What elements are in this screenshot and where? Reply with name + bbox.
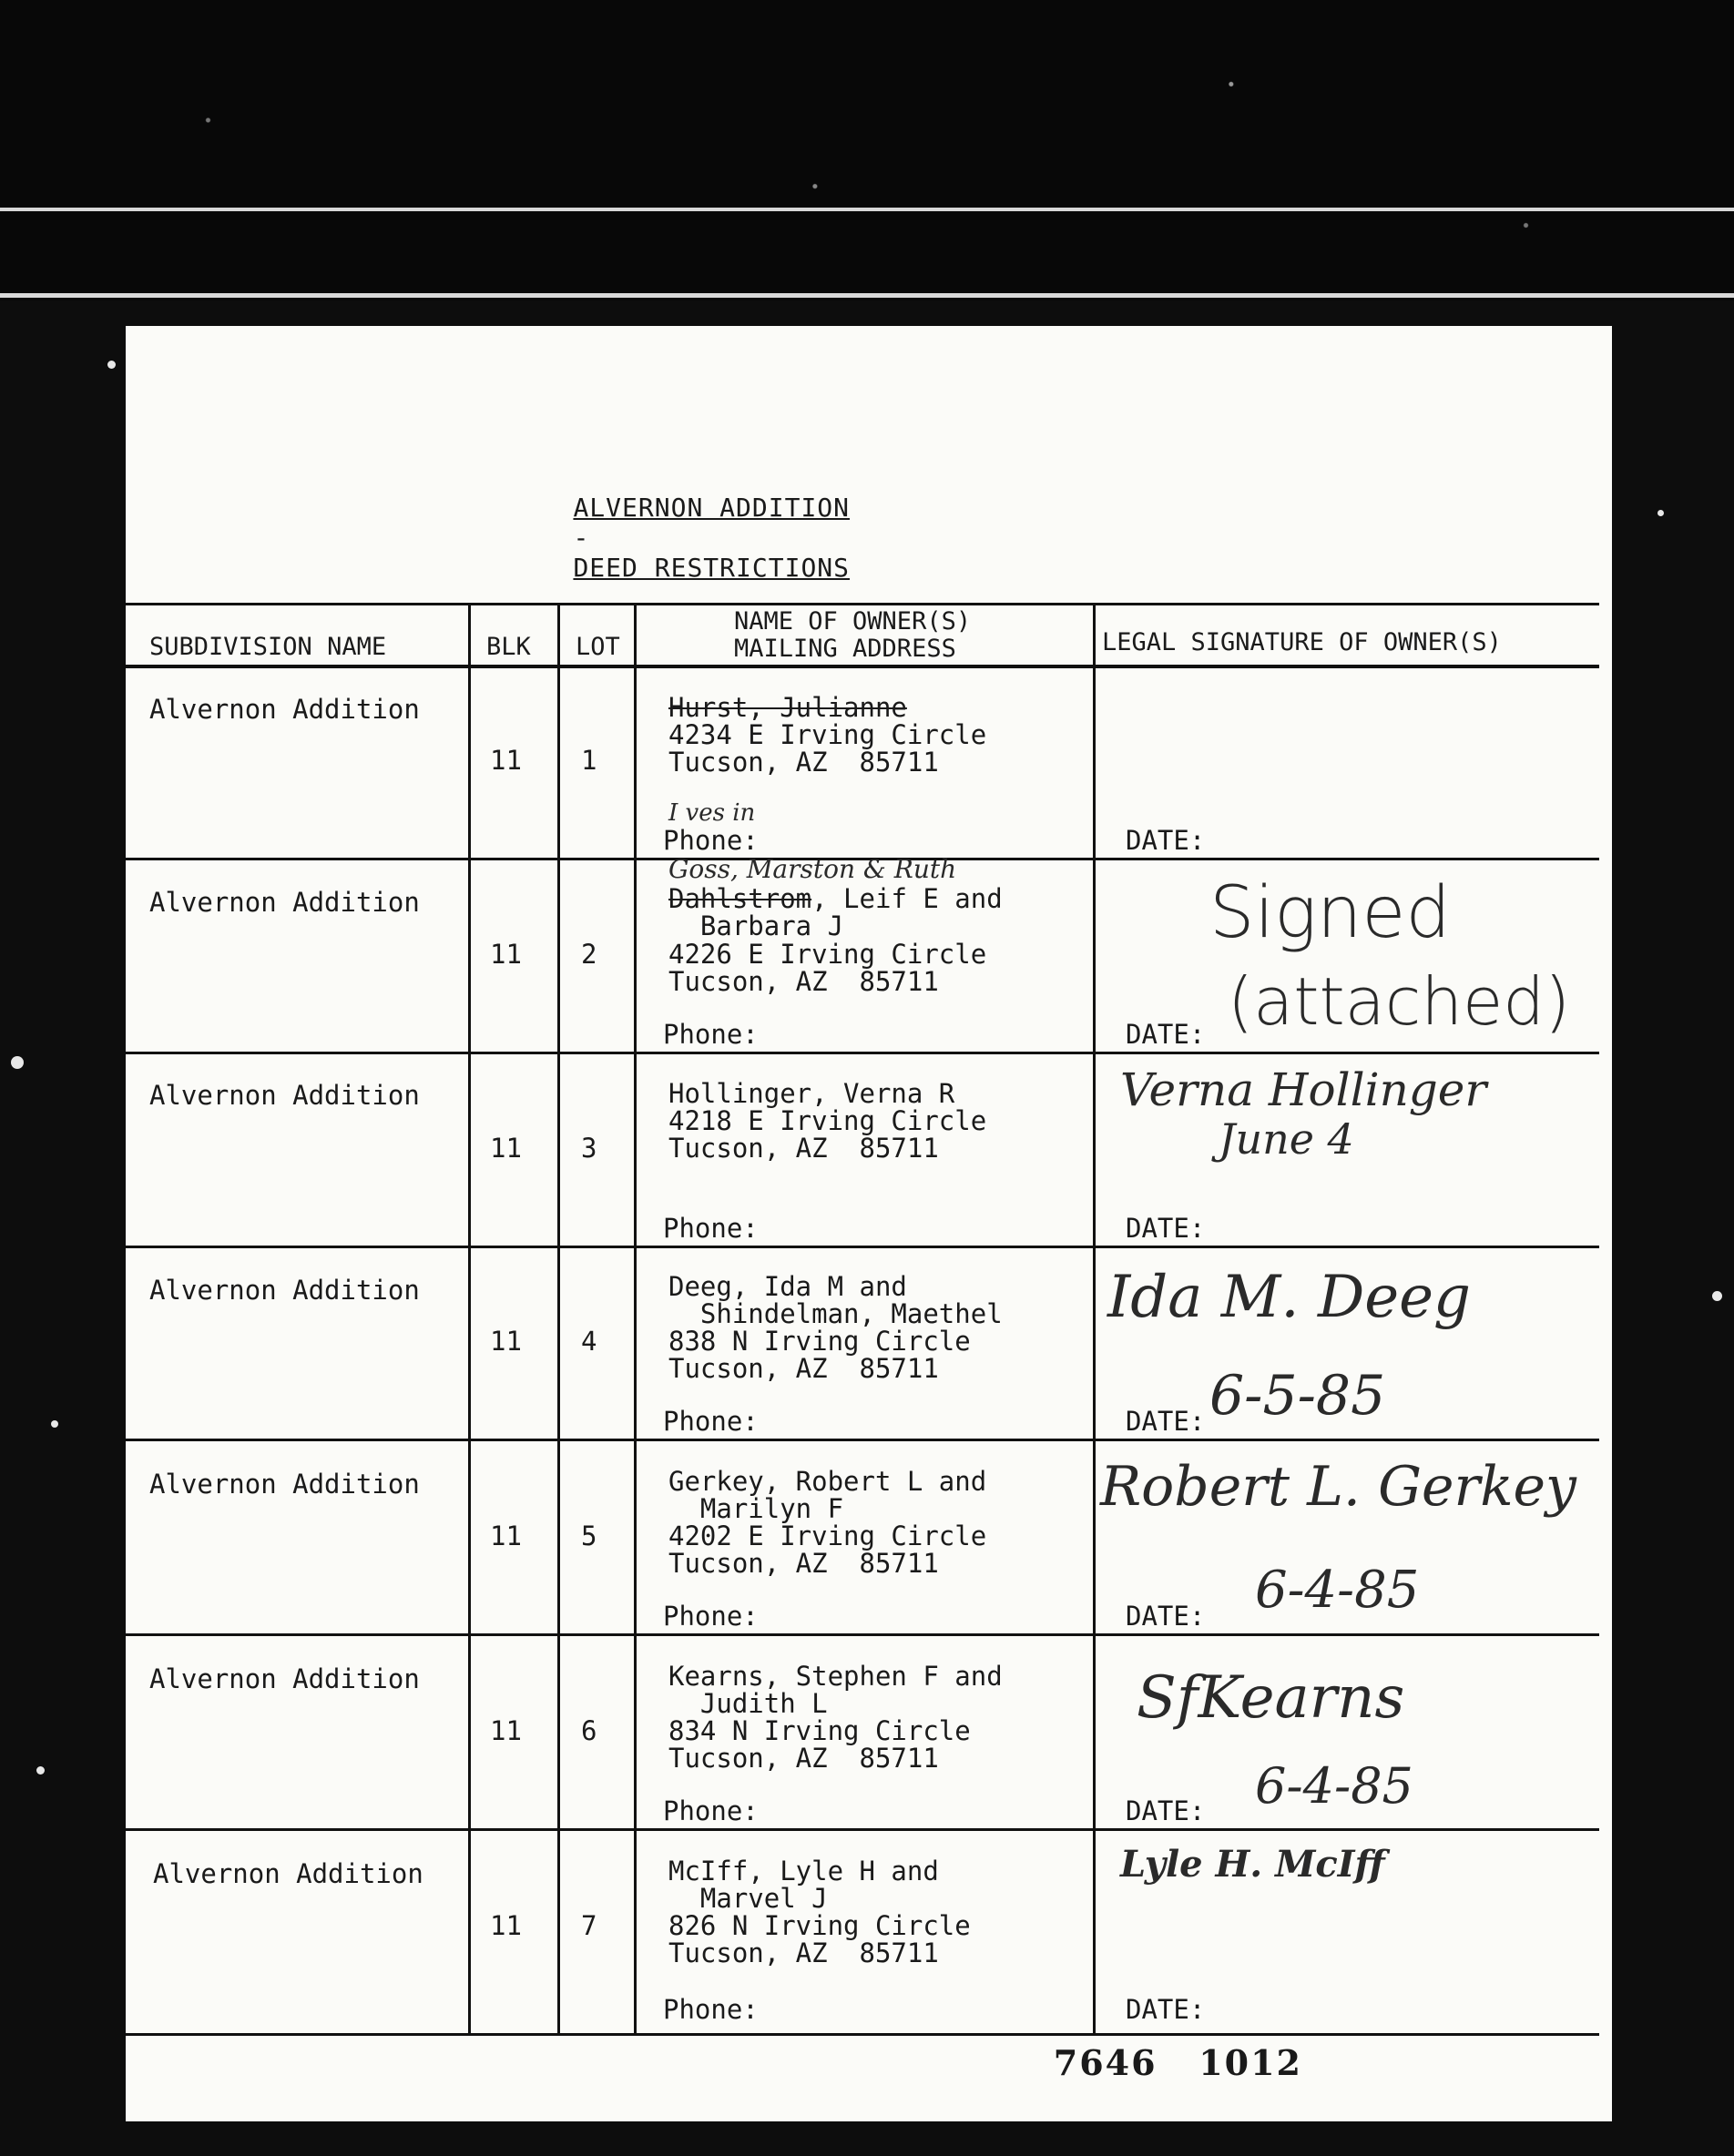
col-divider-signature [1093, 605, 1096, 2036]
row-date-label: DATE: [1126, 825, 1206, 856]
row-subdivision: Alvernon Addition [149, 1275, 420, 1306]
row-date-label: DATE: [1126, 1213, 1206, 1244]
row-subdivision: Alvernon Addition [149, 887, 420, 918]
header-bottom-rule [126, 665, 1599, 668]
row-owner-line: 4234 E Irving Circle [668, 719, 987, 750]
row-blk: 11 [490, 745, 522, 776]
row-owner-line: Hollinger, Verna R [668, 1078, 955, 1109]
row-phone-label: Phone: [663, 1019, 759, 1050]
row-blk: 11 [490, 1910, 522, 1941]
row-owner-struck: Dahlstrom [668, 883, 812, 914]
scan-line-2 [0, 293, 1734, 298]
row-phone-label: Phone: [663, 1601, 759, 1632]
row-rule [126, 1052, 1599, 1054]
scan-speck [36, 1766, 45, 1775]
header-subdivision-name: SUBDIVISION NAME [149, 633, 387, 661]
row-handwritten-owner: Goss, Marston & Ruth [668, 854, 957, 884]
row-owner-line: Tucson, AZ 85711 [668, 1937, 939, 1968]
row-handwritten-owner: I ves in [668, 799, 756, 827]
row-subdivision: Alvernon Addition [149, 1663, 420, 1694]
col-divider-owner [634, 605, 637, 2036]
row-owner-line: Tucson, AZ 85711 [668, 1548, 939, 1579]
row-phone-label: Phone: [663, 1994, 759, 2025]
header-blk: BLK [486, 633, 531, 661]
row-owner-line: Marilyn F [668, 1493, 844, 1524]
title-deed-restrictions: DEED RESTRICTIONS [573, 553, 851, 583]
row-owner-line: Tucson, AZ 85711 [668, 1353, 939, 1384]
document-number: 7646 1012 [1053, 2042, 1302, 2083]
row-owner-line: Tucson, AZ 85711 [668, 1743, 939, 1774]
row-date: 6-5-85 [1209, 1364, 1386, 1428]
row-signature: Signed [1209, 872, 1451, 954]
scan-border-top [0, 0, 1734, 300]
row-owner-line: Judith L [668, 1688, 828, 1719]
row-owner-line: 4202 E Irving Circle [668, 1520, 987, 1551]
row-owner-struck: Hurst, Julianne [668, 692, 907, 723]
row-date-label: DATE: [1126, 1601, 1206, 1632]
row-subdivision: Alvernon Addition [149, 1469, 420, 1500]
row-owner-line: 834 N Irving Circle [668, 1715, 971, 1746]
col-divider-lot [557, 605, 560, 2036]
row-phone-label: Phone: [663, 1406, 759, 1437]
row-owner-line: Tucson, AZ 85711 [668, 1133, 939, 1164]
row-subdivision: Alvernon Addition [149, 1080, 420, 1111]
row-owner-line: , Leif E and [811, 883, 1003, 914]
row-subdivision: Alvernon Addition [149, 694, 420, 725]
row-owner-line: McIff, Lyle H and [668, 1856, 939, 1886]
scan-speck [1658, 510, 1664, 516]
title-dash: - [573, 523, 590, 553]
row-date: 6-4-85 [1255, 1757, 1413, 1815]
title-subdivision: ALVERNON ADDITION [573, 493, 851, 523]
row-rule [126, 1828, 1599, 1831]
row-date: 6-4-85 [1255, 1561, 1420, 1620]
row-phone-label: Phone: [663, 1795, 759, 1826]
header-legal-signature: LEGAL SIGNATURE OF OWNER(S) [1102, 628, 1502, 656]
scan-speck [107, 361, 116, 369]
row-blk: 11 [490, 1326, 522, 1357]
header-lot: LOT [576, 633, 620, 661]
row-blk: 11 [490, 939, 522, 970]
row-date-label: DATE: [1126, 1019, 1206, 1050]
deed-restrictions-page [126, 326, 1612, 2121]
row-lot: 2 [581, 939, 597, 970]
row-lot: 5 [581, 1520, 597, 1551]
row-owner-line: 4226 E Irving Circle [668, 939, 987, 970]
row-date: (attached) [1228, 963, 1571, 1040]
row-blk: 11 [490, 1133, 522, 1164]
header-mailing-address: MAILING ADDRESS [734, 635, 956, 663]
row-rule [126, 1439, 1599, 1441]
scan-speck [1712, 1291, 1722, 1301]
row-owner-line: Marvel J [668, 1883, 828, 1914]
row-blk: 11 [490, 1715, 522, 1746]
row-signature: SfKearns [1137, 1664, 1405, 1732]
row-owner-line: Shindelman, Maethel [668, 1298, 1003, 1329]
row-owner-line: 4218 E Irving Circle [668, 1105, 987, 1136]
row-signature: Robert L. Gerkey [1100, 1455, 1576, 1519]
row-date-label: DATE: [1126, 1994, 1206, 2025]
row-owner-line: Kearns, Stephen F and [668, 1661, 1003, 1692]
row-signature: Lyle H. McIff [1120, 1843, 1385, 1886]
row-lot: 6 [581, 1715, 597, 1746]
row-lot: 4 [581, 1326, 597, 1357]
row-rule [126, 1633, 1599, 1636]
row-blk: 11 [490, 1520, 522, 1551]
row-owner-line: Tucson, AZ 85711 [668, 966, 939, 997]
row-rule [126, 2033, 1599, 2036]
scan-line-1 [0, 208, 1734, 211]
header-owner-name: NAME OF OWNER(S) [734, 607, 972, 636]
row-signature-note: June 4 [1219, 1114, 1354, 1164]
row-owner-line: Tucson, AZ 85711 [668, 747, 939, 778]
row-phone-label: Phone: [663, 825, 759, 856]
row-subdivision: Alvernon Addition [153, 1858, 423, 1889]
row-lot: 1 [581, 745, 597, 776]
row-date-label: DATE: [1126, 1795, 1206, 1826]
row-date-label: DATE: [1126, 1406, 1206, 1437]
row-signature: Verna Hollinger [1120, 1063, 1487, 1116]
col-divider-blk [468, 605, 471, 2036]
row-rule [126, 1246, 1599, 1248]
scan-speck [11, 1056, 24, 1069]
row-owner-line: Gerkey, Robert L and [668, 1466, 987, 1497]
row-phone-label: Phone: [663, 1213, 759, 1244]
row-lot: 7 [581, 1910, 597, 1941]
page-title [508, 463, 850, 613]
row-owner-line: Barbara J [668, 910, 844, 941]
row-owner-line: 826 N Irving Circle [668, 1910, 971, 1941]
scan-speck [51, 1420, 58, 1428]
row-owner-line: Deeg, Ida M and [668, 1271, 907, 1302]
row-lot: 3 [581, 1133, 597, 1164]
row-signature: Ida M. Deeg [1107, 1264, 1471, 1331]
row-owner-name [668, 885, 1003, 913]
header-top-rule [126, 603, 1599, 605]
row-owner-line: 838 N Irving Circle [668, 1326, 971, 1357]
